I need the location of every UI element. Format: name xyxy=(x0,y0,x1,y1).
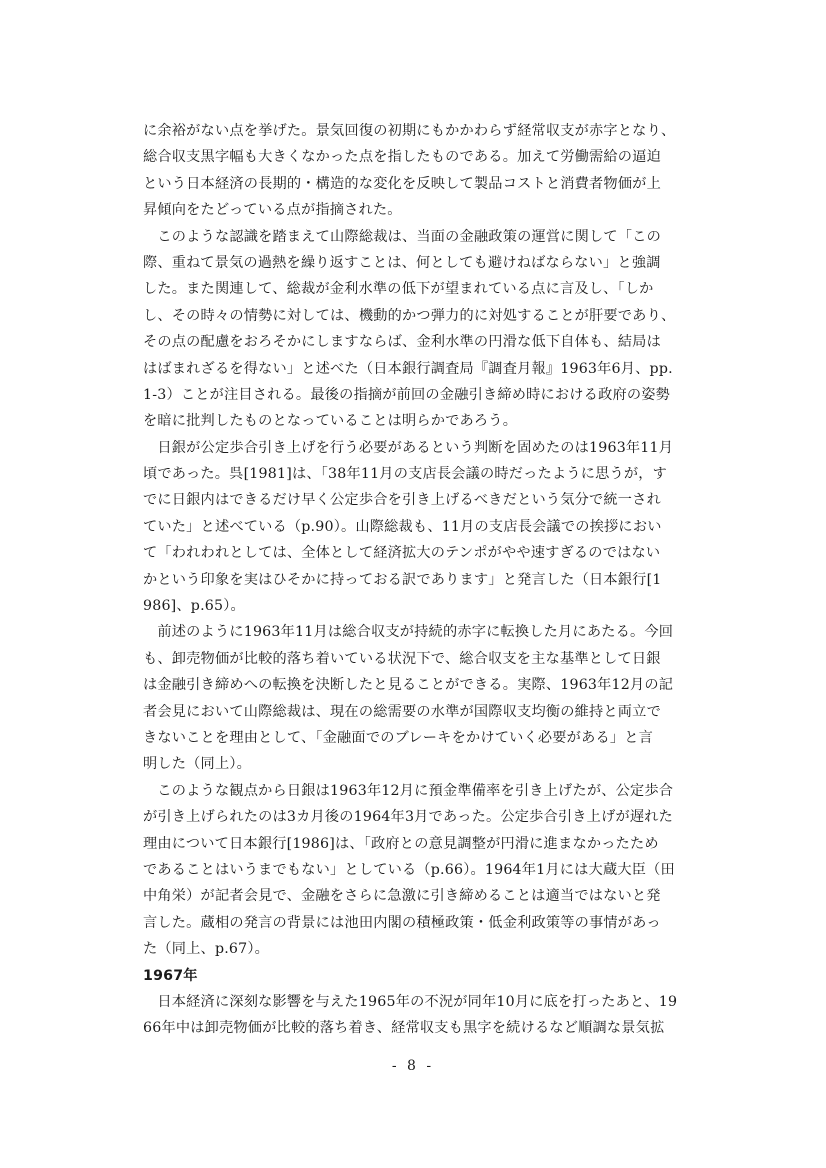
text-line: かという印象を実はひそかに持っておる訳であります」と発言した（日本銀行[1 xyxy=(143,571,662,588)
text-line: した。また関連して、総裁が金利水準の低下が望まれている点に言及し、「しか xyxy=(143,281,654,298)
text-line: このような観点から日銀は1963年12月に預金準備率を引き上げたが、公定歩合 xyxy=(143,782,674,799)
text-line: に余裕がない点を挙げた。景気回復の初期にもかかわらず経常収支が赤字となり、 xyxy=(143,123,676,139)
text-line: も、卸売物価が比較的落ち着いている状況下で、総合収支を主な基準として日銀 xyxy=(143,650,661,667)
text-line: 66年中は卸売物価が比較的落ち着き、経常収支も黒字を続けるなど順調な景気拡 xyxy=(143,1020,665,1037)
text-line: 総合収支黒字幅も大きくなかった点を指したものである。加えて労働需給の逼迫 xyxy=(143,149,661,166)
text-line: であることはいうまでもない」としている（p.66）。1964年1月には大蔵大臣（田 xyxy=(143,861,675,878)
text-line: という日本経済の長期的・構造的な変化を反映して製品コストと消費者物価が上 xyxy=(143,175,661,192)
text-line: 1-3）ことが注目される。最後の指摘が前回の金融引き締め時における政府の姿勢 xyxy=(143,386,671,403)
text-line: て「われわれとしては、全体として経済拡大のテンポがやや速すぎるのではない xyxy=(143,545,661,562)
text-line: 986]、p.65）。 xyxy=(143,598,245,615)
text-line: 頃であった。呉[1981]は、「38年11月の支店長会議の時だったように思うが，す xyxy=(143,466,668,483)
text-line: た（同上、p.67）。 xyxy=(143,941,270,958)
text-line: が引き上げられたのは3カ月後の1964年3月であった。公定歩合引き上げが遅れた xyxy=(143,809,674,826)
body-text xyxy=(143,118,695,1042)
text-line: 昇傾向をたどっている点が指摘された。 xyxy=(143,202,402,219)
text-line: その点の配慮をおろそかにしますならば、金利水準の円滑な低下自体も、結局は xyxy=(143,334,661,351)
text-line: きないことを理由として、「金融面でのブレーキをかけていく必要がある」と言 xyxy=(143,729,654,746)
text-line: このような認識を踏まえて山際総裁は、当面の金融政策の運営に関して「この xyxy=(143,228,661,245)
text-line: はばまれざるを得ない」と述べた（日本銀行調査局『調査月報』1963年6月、pp. xyxy=(143,360,673,377)
text-line: 中角栄）が記者会見で、金融をさらに急激に引き締めることは適当ではないと発 xyxy=(143,888,661,905)
section-heading: 1967年 xyxy=(143,967,198,984)
text-line: 日銀が公定歩合引き上げを行う必要があるという判断を固めたのは1963年11月 xyxy=(143,439,674,456)
text-line: 言した。蔵相の発言の背景には池田内閣の積極政策・低金利政策等の事情があっ xyxy=(143,914,661,931)
text-line: 者会見において山際総裁は、現在の総需要の水準が国際収支均衡の維持と両立で xyxy=(143,703,661,720)
text-line: し、その時々の情勢に対しては、機動的かつ弾力的に対処することが肝要であり、 xyxy=(143,307,676,324)
text-line: 際、重ねて景気の過熱を繰り返すことは、何としても避けねばならない」と強調 xyxy=(143,254,661,271)
text-line: ていた」と述べている（p.90）。山際総裁も、11月の支店長会議での挨拶におい xyxy=(143,518,662,535)
text-line: は金融引き締めへの転換を決断したと見ることができる。実際、1963年12月の記 xyxy=(143,677,674,694)
text-line: 明した（同上）。 xyxy=(143,756,252,773)
page-number: - 8 - xyxy=(391,1058,435,1074)
text-line: 日本経済に深刻な影響を与えた1965年の不況が同年10月に底を打ったあと、19 xyxy=(143,993,678,1010)
text-line: を暗に批判したものとなっていることは明らかであろう。 xyxy=(143,413,518,430)
text-line: 理由について日本銀行[1986]は、「政府との意見調整が円滑に進まなかったため xyxy=(143,835,659,852)
text-line: でに日銀内はできるだけ早く公定歩合を引き上げるべきだという気分で統一され xyxy=(143,492,661,509)
text-line: 前述のように1963年11月は総合収支が持続的赤字に転換した月にあたる。今回 xyxy=(143,624,674,641)
